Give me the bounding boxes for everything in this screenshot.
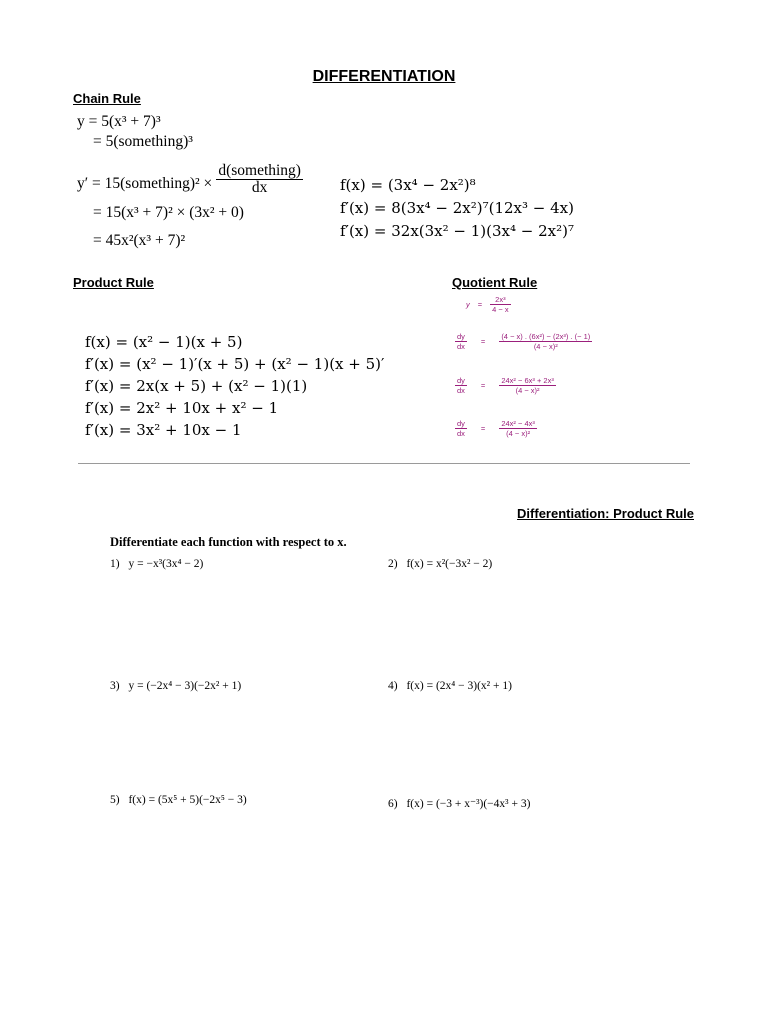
quotient-fraction-4-num: 24x² − 4x³	[501, 419, 535, 428]
quotient-fraction-3-num: 24x² − 6x³ + 2x³	[501, 376, 554, 385]
page-title: DIFFERENTIATION	[312, 68, 456, 85]
problem-2-number: 2)	[388, 558, 398, 570]
chain-line-3	[77, 163, 303, 195]
quotient-dydx-3	[455, 376, 467, 395]
chain-rule-heading: Chain Rule	[73, 91, 141, 106]
product-line-1: f(x) = (x² − 1)(x + 5)	[85, 333, 243, 351]
quotient-y: y	[466, 300, 470, 309]
problem-3-expression: y = (−2x⁴ − 3)(−2x² + 1)	[128, 680, 242, 692]
quotient-line-2	[455, 332, 592, 351]
chain-line-2: = 5(something)³	[93, 133, 193, 150]
quotient-fraction-2-den: (4 − x)²	[499, 341, 592, 351]
quotient-line-4	[455, 419, 537, 438]
problem-1	[110, 558, 203, 570]
quotient-dx-2: dx	[457, 342, 465, 351]
chain-example-line-3: f′(x) = 32x(3x² − 1)(3x⁴ − 2x²)⁷	[340, 222, 574, 240]
problem-5-number: 5)	[110, 794, 120, 806]
quotient-dy-4: dy	[457, 419, 465, 428]
chain-line-1: y = 5(x³ + 7)³	[77, 113, 161, 130]
problem-6-expression: f(x) = (−3 + x⁻³)(−4x³ + 3)	[406, 798, 531, 810]
product-line-3: f′(x) = 2x(x + 5) + (x² − 1)(1)	[85, 377, 308, 395]
problem-3-number: 3)	[110, 680, 120, 692]
quotient-fraction-2-num: (4 − x) . (6x²) − (2x³) . (− 1)	[501, 332, 591, 341]
chain-example-line-2: f′(x) = 8(3x⁴ − 2x²)⁷(12x³ − 4x)	[340, 199, 574, 217]
worksheet-instruction: Differentiate each function with respect to x.	[110, 535, 347, 549]
section-divider	[78, 463, 690, 464]
chain-line-3-text: y′ = 15(something)² ×	[77, 175, 213, 193]
problem-2	[388, 558, 492, 570]
problem-4-expression: f(x) = (2x⁴ − 3)(x² + 1)	[406, 680, 512, 692]
quotient-fraction-1-num: 2x³	[495, 295, 506, 304]
quotient-dx-3: dx	[457, 386, 465, 395]
quotient-equals-2: =	[480, 337, 486, 346]
problem-1-expression: y = −x³(3x⁴ − 2)	[128, 558, 204, 570]
quotient-fraction-3-den: (4 − x)²	[499, 385, 556, 395]
problem-5-expression: f(x) = (5x⁵ + 5)(−2x⁵ − 3)	[128, 794, 247, 806]
chain-line-4: = 15(x³ + 7)² × (3x² + 0)	[93, 204, 244, 221]
chain-line-5: = 45x²(x³ + 7)²	[93, 232, 186, 249]
problem-4-number: 4)	[388, 680, 398, 692]
quotient-line-1	[466, 295, 511, 314]
quotient-dx-4: dx	[457, 429, 465, 438]
quotient-dy-3: dy	[457, 376, 465, 385]
chain-example-line-1: f(x) = (3x⁴ − 2x²)⁸	[340, 176, 476, 194]
quotient-fraction-2	[499, 332, 592, 351]
quotient-fraction-3	[499, 376, 556, 395]
problem-4	[388, 680, 512, 692]
quotient-equals-3: =	[480, 381, 486, 390]
quotient-line-3	[455, 376, 556, 395]
quotient-dydx-4	[455, 419, 467, 438]
quotient-fraction-1-den: 4 − x	[492, 305, 509, 314]
problem-1-number: 1)	[110, 558, 120, 570]
quotient-fraction-1	[490, 295, 510, 314]
problem-6-number: 6)	[388, 798, 398, 810]
quotient-dydx-2	[455, 332, 467, 351]
problem-5	[110, 794, 247, 806]
product-line-2: f′(x) = (x² − 1)′(x + 5) + (x² − 1)(x + 5)′	[85, 355, 385, 373]
chain-fraction	[216, 163, 303, 195]
product-line-5: f′(x) = 3x² + 10x − 1	[85, 421, 242, 439]
chain-fraction-denominator: dx	[216, 179, 303, 196]
product-rule-heading: Product Rule	[73, 275, 154, 290]
quotient-rule-heading: Quotient Rule	[452, 275, 538, 290]
product-line-4: f′(x) = 2x² + 10x + x² − 1	[85, 399, 279, 417]
quotient-dy-2: dy	[457, 332, 465, 341]
problem-2-expression: f(x) = x²(−3x² − 2)	[406, 558, 493, 570]
chain-fraction-numerator: d(something)	[218, 162, 301, 179]
quotient-fraction-4-den: (4 − x)²	[499, 428, 537, 438]
problem-3	[110, 680, 241, 692]
quotient-fraction-4	[499, 419, 537, 438]
quotient-equals-4: =	[480, 424, 486, 433]
problem-6	[388, 796, 530, 810]
quotient-rule-image	[448, 292, 606, 452]
worksheet-heading: Differentiation: Product Rule	[517, 506, 694, 521]
quotient-equals-1: =	[477, 300, 483, 309]
